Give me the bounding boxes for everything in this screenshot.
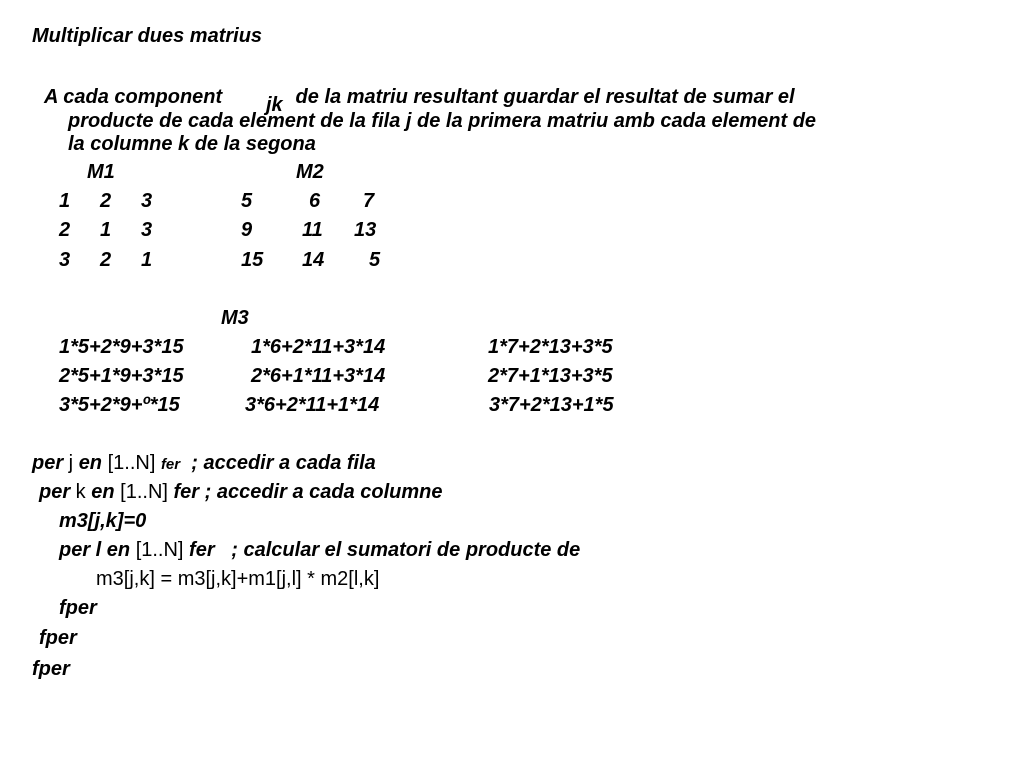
m3-cell: 3*7+2*13+1*5 [489,394,614,416]
keyword-fer: fer [160,456,181,473]
m3-cell: 2*7+1*13+3*5 [488,365,613,387]
code-line-5: m3[j,k] = m3[j,k]+m1[j,l] * m2[l,k] [96,568,380,590]
keyword-en: en [91,481,115,503]
loop-range: [1..N] [102,452,161,474]
m2-cell: 14 [302,249,325,271]
m1-cell: 1 [59,190,71,212]
code-line-6: fper [59,597,97,619]
m3-cell: 3*6+2*11+1*14 [245,394,380,416]
code-line-8: fper [32,658,70,680]
m1-cell: 2 [59,219,71,241]
m1-cell: 1 [141,249,153,271]
code-line-3: m3[j,k]=0 [59,510,147,532]
m2-cell: 5 [369,249,381,271]
m2-cell: 13 [354,219,377,241]
m2-label: M2 [296,161,324,183]
code-comment: ; accedir a cada fila [180,452,376,474]
code-comment: fer ; accedir a cada columne [173,481,443,503]
page-title: Multiplicar dues matrius [32,25,263,47]
keyword-per: per [39,481,71,503]
description-line-2: producte de cada element de la fila j de la primera matriu amb cada element de [68,110,817,132]
m3-label: M3 [221,307,249,329]
m3-cell: 1*5+2*9+3*15 [59,336,184,358]
m2-cell: 11 [302,219,323,241]
m1-cell: 3 [141,219,153,241]
m1-label: M1 [87,161,115,183]
loop-range: [1..N] [130,539,190,561]
keyword-per: per [32,452,64,474]
description-line-1a: A cada component [44,86,228,108]
m2-cell: 15 [241,249,264,271]
m3-cell: 1*7+2*13+3*5 [488,336,613,358]
m3-cell: 3*5+2*9+º*15 [59,394,180,416]
loop-range: [1..N] [114,481,174,503]
m2-cell: 6 [309,190,321,212]
m1-cell: 2 [100,190,112,212]
code-line-2 [39,480,443,504]
m1-cell: 1 [100,219,112,241]
code-line-4 [59,538,580,562]
m2-cell: 5 [241,190,253,212]
m1-cell: 3 [141,190,153,212]
keyword-per-en: per l en [59,539,131,561]
m2-cell: 7 [363,190,375,212]
description-line-1b: de la matriu resultant guardar el resultat de sumar el [290,86,795,108]
m3-cell: 1*6+2*11+3*14 [251,336,386,358]
description-line-3: la columne k de la segona [68,133,316,155]
loop-var: k [70,481,92,503]
code-comment: fer ; calcular el sumatori de producte de [189,539,581,561]
code-line-7: fper [39,627,77,649]
keyword-en: en [78,452,103,474]
code-line-1 [32,451,376,477]
m3-cell: 2*5+1*9+3*15 [59,365,184,387]
m2-cell: 9 [241,219,253,241]
loop-var: j [63,452,79,474]
m1-cell: 2 [100,249,112,271]
description-subscript: jk [266,94,283,116]
m1-cell: 3 [59,249,71,271]
m3-cell: 2*6+1*11+3*14 [251,365,386,387]
